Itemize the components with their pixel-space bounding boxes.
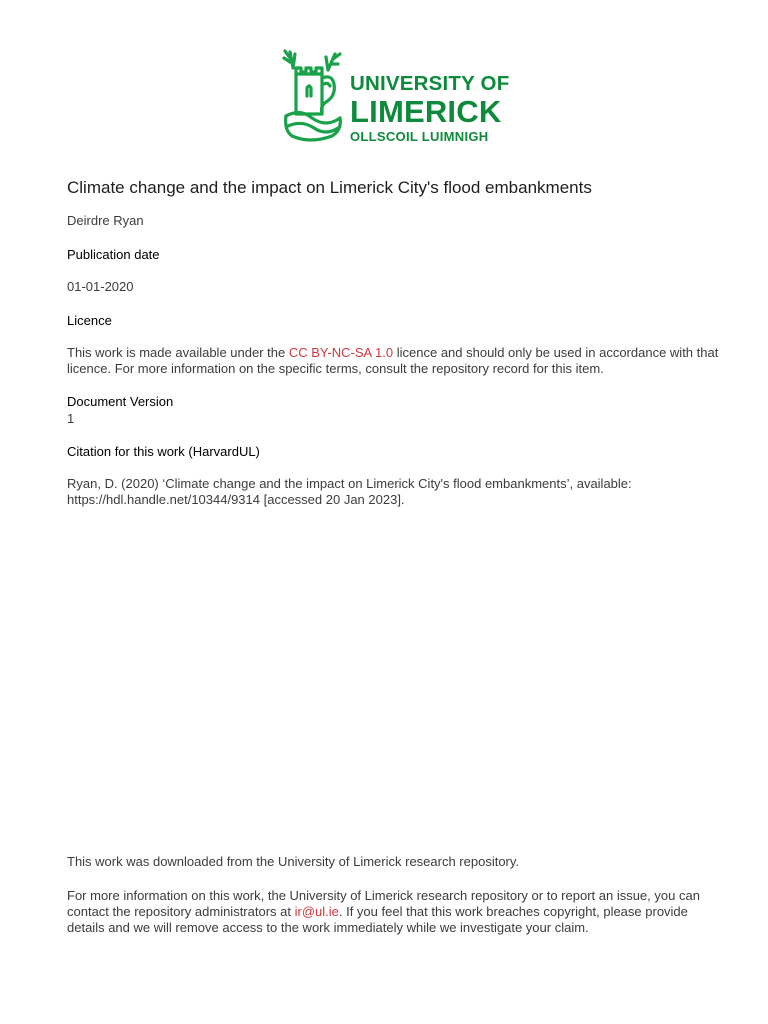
licence-heading: Licence — [67, 313, 112, 328]
licence-text — [67, 345, 727, 377]
logo-line-ollscoil: OLLSCOIL LUIMNIGH — [350, 128, 489, 144]
repository-email-link[interactable]: ir@ul.ie — [294, 904, 339, 919]
author-name: Deirdre Ryan — [67, 213, 144, 228]
citation-text: Ryan, D. (2020) ‘Climate change and the impact on Limerick City's flood embankments’, available: https://hdl.handle.net/10344/9314 [accessed 20 Jan 2023]. — [67, 476, 632, 507]
university-logo — [280, 44, 520, 148]
castle-crest-icon — [280, 44, 346, 148]
citation-heading: Citation for this work (HarvardUL) — [67, 444, 260, 459]
document-version-heading: Document Version — [67, 394, 174, 409]
licence-text-before: This work is made available under the — [67, 345, 289, 360]
logo-line-limerick: LIMERICK — [350, 93, 502, 129]
document-version-value: 1 — [67, 411, 75, 426]
footer-more-after: . If you feel that this work breaches copyright, please provide details and we will remove access to the work immediately while we investigate your claim. — [67, 904, 688, 935]
publication-date-heading: Publication date — [67, 247, 160, 262]
logo-line-university-of: UNIVERSITY OF — [350, 72, 510, 95]
footer-more-before: For more information on this work, the University of Limerick research repository or to report an issue, you can contact the repository administrators at — [67, 888, 700, 919]
document-title: Climate change and the impact on Limerick City's flood embankments — [67, 178, 592, 197]
logo-wordmark — [350, 74, 509, 143]
licence-text-after: licence and should only be used in accordance with that licence. For more information on the specific terms, consult the repository record for this item. — [67, 345, 719, 376]
licence-link[interactable]: CC BY-NC-SA 1.0 — [288, 345, 394, 360]
footer-more-info — [67, 888, 727, 936]
publication-date-value: 01-01-2020 — [67, 279, 134, 294]
footer-downloaded-note: This work was downloaded from the University of Limerick research repository. — [67, 854, 520, 869]
